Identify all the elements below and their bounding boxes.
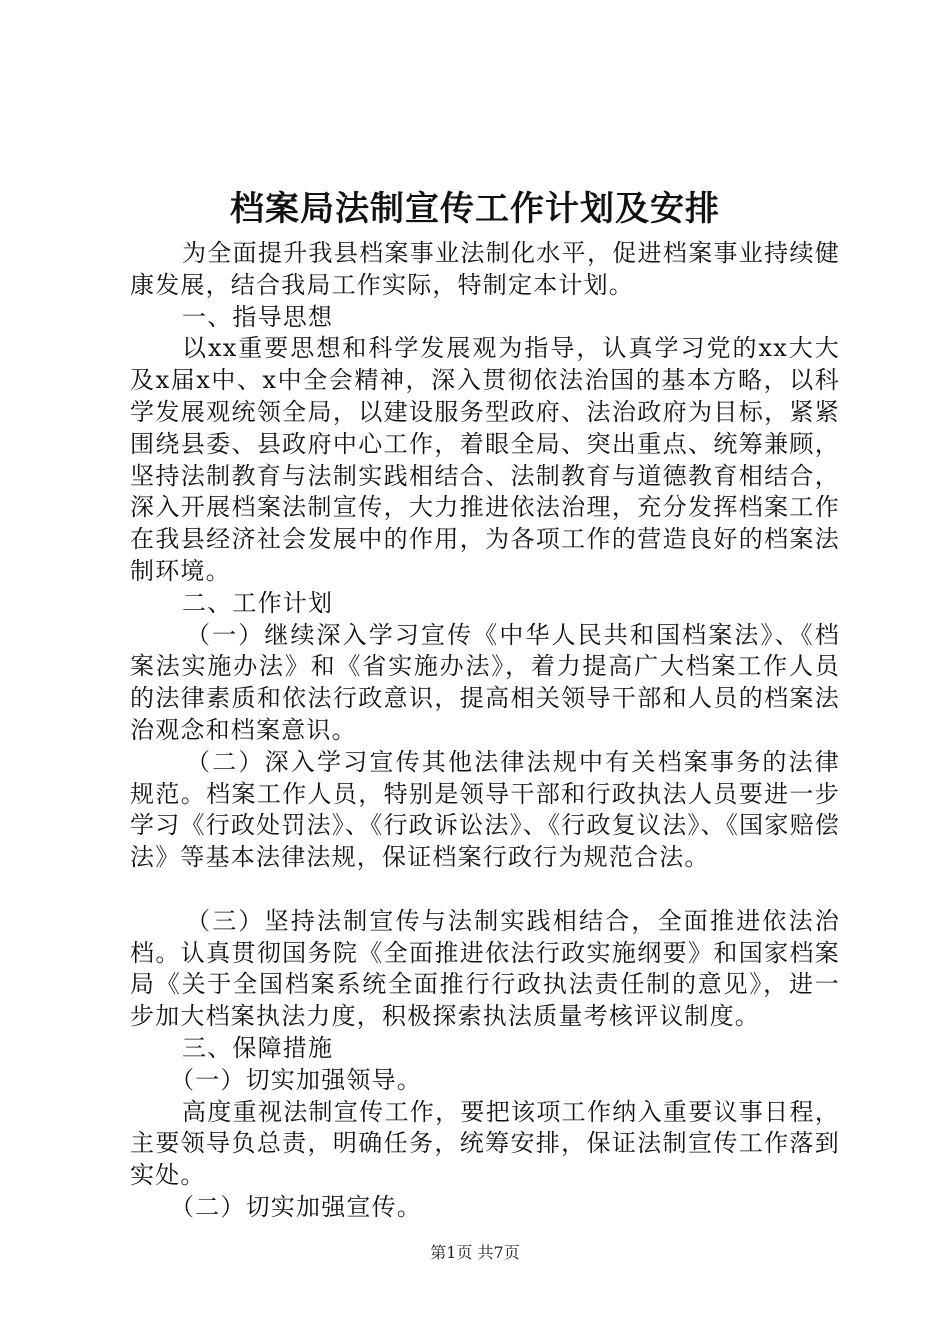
safeguard-item-1-heading: （一）切实加强领导。 (170, 1065, 422, 1094)
section-heading-guiding-thought: 一、指导思想 (182, 302, 334, 331)
document-body (130, 238, 840, 1224)
paragraph-gap (130, 874, 840, 906)
document-title: 档案局法制宣传工作计划及安排 (230, 189, 720, 229)
guiding-thought-paragraph: 以xx重要思想和科学发展观为指导，认真学习党的xx大大及x届x中、x中全会精神，深入贯彻依法治国的基本方略，以科学发展观统领全局，以建设服务型政府、法治政府为目标，紧紧围绕县委、县政府中心工作，着眼全局、突出重点、统筹兼顾，坚持法制教育与法制实践相结合、法制教育与道德教育相结合，深入开展档案法制宣传，大力推进依法治理，充分发挥档案工作在我县经济社会发展中的作用，为各项工作的营造良好的档案法制环境。 (130, 334, 840, 585)
section-heading-safeguards: 三、保障措施 (182, 1033, 334, 1062)
work-plan-item-3: （三）坚持法制宣传与法制实践相结合，全面推进依法治档。认真贯彻国务院《全面推进依法行政实施纲要》和国家档案局《关于全国档案系统全面推行行政执法责任制的意见》，进一步加大档案执法力度，积极探索执法质量考核评议制度。 (130, 906, 840, 1031)
safeguard-item-1-paragraph: 高度重视法制宣传工作，要把该项工作纳入重要议事日程，主要领导负总责，明确任务，统筹安排，保证法制宣传工作落到实处。 (130, 1097, 840, 1190)
page-footer: 第1页 共7页 (430, 1243, 520, 1262)
work-plan-item-1: （一）继续深入学习宣传《中华人民共和国档案法》、《档案法实施办法》和《省实施办法》，着力提高广大档案工作人员的法律素质和依法行政意识，提高相关领导干部和人员的档案法治观念和档案意识。 (130, 620, 840, 744)
safeguard-item-2-heading: （二）切实加强宣传。 (170, 1192, 422, 1221)
work-plan-item-2: （二）深入学习宣传其他法律法规中有关档案事务的法律规范。档案工作人员，特别是领导干部和行政执法人员要进一步学习《行政处罚法》、《行政诉讼法》、《行政复议法》、《国家赔偿法》等基本法律法规，保证档案行政行为规范合法。 (130, 747, 840, 872)
intro-paragraph: 为全面提升我县档案事业法制化水平，促进档案事业持续健康发展，结合我局工作实际，特制定本计划。 (130, 239, 840, 299)
section-heading-work-plan: 二、工作计划 (182, 588, 334, 617)
